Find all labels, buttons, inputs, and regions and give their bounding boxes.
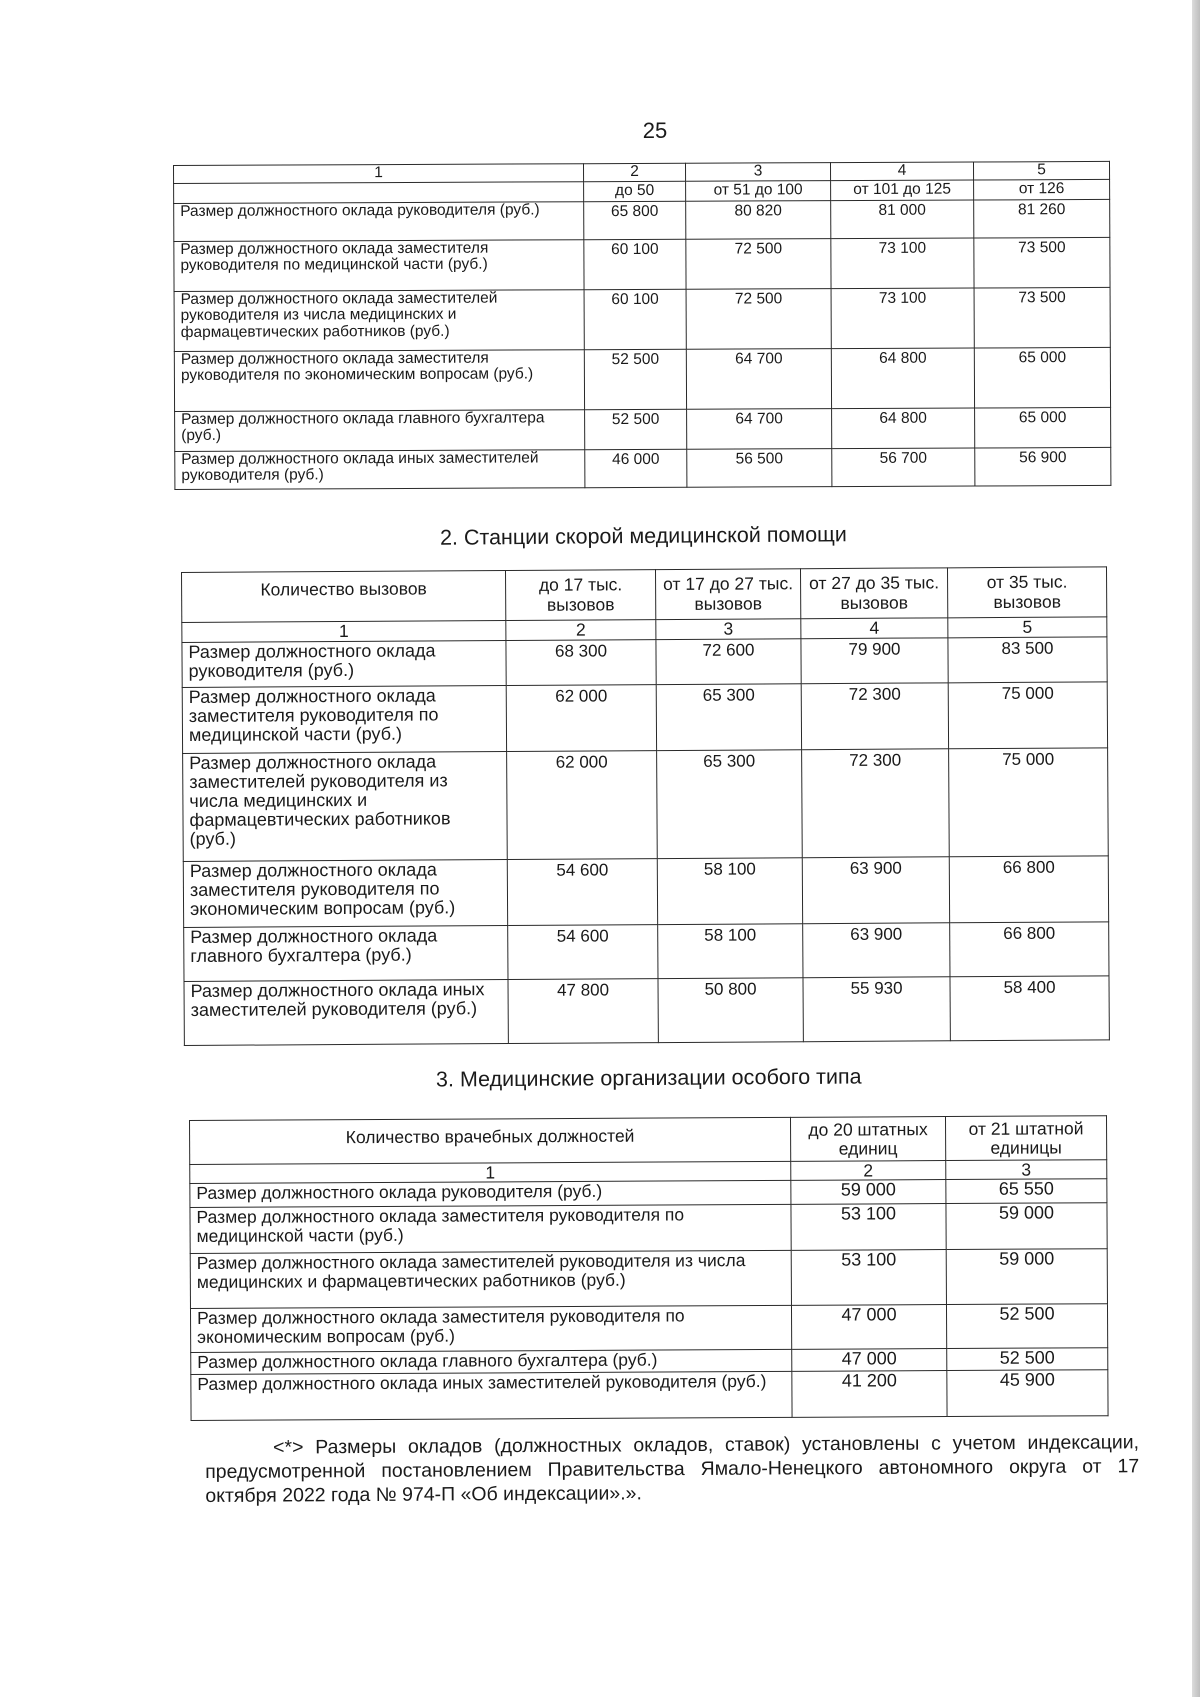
value-cell: 52 500 (584, 349, 686, 409)
table-row (190, 1203, 1107, 1254)
header-cell: от 35 тыс. вызовов (947, 567, 1106, 618)
row-label: Размер должностного оклада главного бухгалтера (руб.) (191, 1350, 792, 1375)
value-cell: 72 500 (686, 239, 831, 290)
column-number: 1 (190, 1161, 791, 1184)
row-label: Размер должностного оклада заместителей руководителя из числа медицинских и фармацевтических работников (руб.) (183, 752, 508, 862)
salary-table-1 (173, 161, 1111, 490)
value-cell: 75 000 (949, 748, 1109, 857)
value-cell: 47 000 (792, 1349, 947, 1372)
table-row (175, 407, 1111, 451)
value-cell: 53 100 (791, 1250, 946, 1306)
row-label: Размер должностного оклада заместителей руководителя из числа медицинских и фармацевтических работников (руб.) (190, 1251, 791, 1309)
value-cell: 54 600 (508, 925, 658, 980)
value-cell: 45 900 (947, 1370, 1108, 1417)
column-number: 4 (830, 162, 973, 181)
table-row (183, 748, 1109, 862)
range-header: от 51 до 100 (686, 181, 831, 202)
table-row (182, 682, 1107, 754)
row-label: Размер должностного оклада главного бухгалтера (руб.) (184, 926, 508, 982)
value-cell: 52 500 (585, 409, 687, 449)
range-header: от 126 (974, 179, 1110, 200)
value-cell: 59 000 (946, 1203, 1107, 1250)
value-cell: 65 000 (974, 347, 1110, 408)
column-number: 3 (685, 163, 830, 182)
value-cell: 65 800 (584, 201, 686, 239)
table-row (190, 1249, 1107, 1309)
value-cell: 83 500 (948, 637, 1107, 683)
table-row (175, 447, 1111, 489)
value-cell: 80 820 (686, 201, 831, 240)
row-label: Размер должностного оклада заместителя руководителя по экономическим вопросам (руб.) (190, 1306, 791, 1353)
table-row (174, 199, 1110, 241)
column-number: 1 (182, 621, 506, 643)
scan-edge (1192, 0, 1200, 1697)
column-number: 4 (801, 618, 948, 639)
value-cell: 56 700 (832, 448, 975, 487)
row-label: Размер должностного оклада заместителя руководителя по медицинской части (руб.) (182, 686, 506, 754)
value-cell: 73 500 (974, 287, 1110, 348)
value-cell: 64 800 (831, 348, 974, 409)
page-number: 25 (642, 118, 668, 143)
value-cell: 59 000 (946, 1249, 1107, 1305)
table-row (174, 287, 1110, 351)
column-number: 1 (174, 164, 584, 184)
row-label: Размер должностного оклада руководителя (руб.) (182, 641, 506, 688)
column-number: 3 (656, 619, 801, 640)
value-cell: 50 800 (658, 978, 803, 1043)
value-cell: 52 500 (947, 1348, 1108, 1371)
header-label: Количество вызовов (182, 571, 506, 623)
header-row (182, 567, 1107, 623)
value-cell: 55 930 (803, 977, 950, 1042)
column-number: 2 (791, 1161, 946, 1181)
header-label: Количество врачебных должностей (190, 1117, 791, 1164)
value-cell: 72 500 (686, 289, 831, 350)
row-label: Размер должностного оклада заместителя руководителя по экономическим вопросам (руб.) (183, 860, 507, 928)
range-header: до 50 (584, 181, 686, 201)
value-cell: 63 900 (802, 857, 949, 924)
value-cell: 81 000 (831, 200, 974, 239)
value-cell: 60 100 (584, 239, 686, 289)
salary-table-3 (189, 1115, 1109, 1421)
row-label: Размер должностного оклада главного бухгалтера (руб.) (175, 410, 585, 452)
empty-cell (174, 182, 584, 204)
value-cell: 79 900 (801, 638, 948, 684)
value-cell: 72 300 (801, 683, 948, 750)
column-number: 5 (948, 617, 1107, 638)
table-row (191, 1370, 1108, 1421)
header-cell: от 21 штатной единицы (945, 1116, 1106, 1161)
row-label: Размер должностного оклада заместителей руководителя из числа медицинских и фармацевтических работников (руб.) (174, 290, 584, 352)
table-row (174, 347, 1110, 411)
value-cell: 65 300 (656, 684, 801, 751)
header-cell: от 27 до 35 тыс. вызовов (800, 568, 947, 619)
value-cell: 60 100 (584, 289, 686, 349)
column-number: 5 (973, 161, 1109, 180)
row-label: Размер должностного оклада руководителя (руб.) (174, 202, 584, 242)
table-row (182, 637, 1107, 688)
table-row (174, 237, 1110, 291)
value-cell: 62 000 (506, 685, 656, 752)
table-row (183, 856, 1108, 928)
row-label: Размер должностного оклада иных заместителей руководителя (руб.) (175, 450, 585, 490)
value-cell: 63 900 (803, 923, 950, 978)
value-cell: 75 000 (948, 682, 1107, 749)
row-label: Размер должностного оклада заместителя руководителя по медицинской части (руб.) (190, 1205, 791, 1254)
value-cell: 46 000 (585, 449, 687, 487)
value-cell: 52 500 (946, 1304, 1107, 1349)
row-label: Размер должностного оклада заместителя руководителя по экономическим вопросам (руб.) (174, 350, 584, 412)
value-cell: 58 100 (658, 924, 803, 979)
value-cell: 64 800 (832, 408, 975, 449)
value-cell: 72 300 (802, 749, 950, 858)
column-number: 3 (946, 1160, 1107, 1180)
value-cell: 66 800 (950, 922, 1109, 977)
value-cell: 65 550 (946, 1179, 1107, 1204)
range-header: от 101 до 125 (831, 180, 974, 201)
value-cell: 81 260 (974, 199, 1110, 238)
value-cell: 72 600 (656, 639, 801, 685)
row-label: Размер должностного оклада заместителя руководителя по медицинской части (руб.) (174, 240, 584, 292)
footnote: <*> Размеры окладов (должностных окладов, ставок) установлены с учетом индексации, предусмотренной постановлением Правительства Ямало-Ненецкого автономного округа от 17 октября 2022 года № 974-П «Об индексации».». (205, 1431, 1140, 1507)
value-cell: 73 500 (974, 237, 1110, 288)
value-cell: 64 700 (687, 409, 832, 450)
section-2-heading: 2. Станции скорой медицинской помощи (439, 522, 847, 550)
value-cell: 65 300 (657, 750, 803, 859)
header-row (190, 1116, 1107, 1165)
column-number: 2 (583, 163, 685, 181)
value-cell: 59 000 (791, 1180, 946, 1205)
value-cell: 65 000 (975, 407, 1111, 448)
header-cell: до 17 тыс. вызовов (505, 570, 655, 621)
value-cell: 68 300 (506, 640, 656, 686)
salary-table-2 (181, 566, 1110, 1046)
table-row (190, 1304, 1107, 1353)
row-label: Размер должностного оклада иных заместителей руководителя (руб.) (191, 1372, 792, 1421)
section-3-heading: 3. Медицинские организации особого типа (435, 1064, 862, 1092)
value-cell: 47 000 (791, 1305, 946, 1350)
value-cell: 53 100 (791, 1204, 946, 1251)
header-cell: от 17 до 27 тыс. вызовов (655, 569, 800, 620)
value-cell: 62 000 (507, 751, 658, 860)
value-cell: 73 100 (831, 288, 974, 349)
value-cell: 73 100 (831, 238, 974, 289)
row-label: Размер должностного оклада иных заместителей руководителя (руб.) (184, 980, 508, 1046)
table-row (184, 976, 1109, 1046)
header-cell: до 20 штатных единиц (790, 1117, 945, 1162)
value-cell: 56 900 (975, 447, 1111, 486)
value-cell: 41 200 (792, 1371, 947, 1418)
value-cell: 54 600 (507, 859, 657, 926)
table-row (184, 922, 1109, 982)
value-cell: 56 500 (687, 449, 832, 488)
value-cell: 58 400 (950, 976, 1109, 1041)
row-label: Размер должностного оклада руководителя (руб.) (190, 1181, 791, 1208)
value-cell: 47 800 (508, 979, 658, 1044)
value-cell: 64 700 (686, 349, 831, 410)
value-cell: 66 800 (949, 856, 1108, 923)
value-cell: 58 100 (657, 858, 802, 925)
column-number: 2 (506, 620, 656, 641)
